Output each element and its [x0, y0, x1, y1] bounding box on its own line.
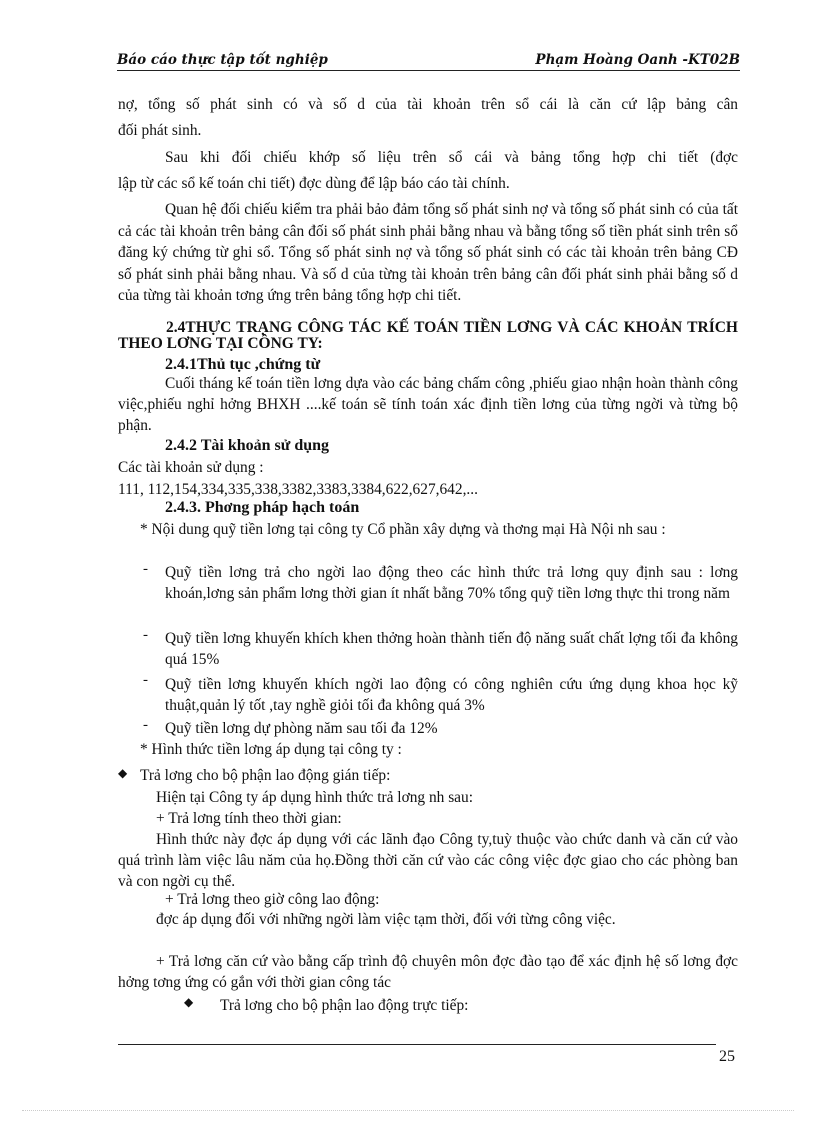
diamond-bullet-icon: ◆ [118, 766, 128, 780]
hourly-wage-body: đợc áp dụng đối với những ngời làm việc tạm thời, đối với từng công việc. [156, 911, 616, 928]
accounts-list: 111, 112,154,334,335,338,3382,3383,3384,622,627,642,... [118, 481, 478, 498]
list-item: Quỹ tiền lơng khuyến khích ngời lao động có công nghiên cứu ứng dụng khoa học kỹ thuật,quản lý tốt ,tay nghề giỏi tối đa không quá 3% [165, 676, 738, 714]
dash-bullet: - [143, 561, 148, 577]
dash-bullet: - [143, 627, 148, 643]
time-wage-title: + Trả lơng tính theo thời gian: [156, 810, 342, 827]
paragraph-line: lập từ các sổ kế toán chi tiết) đợc dùng để lập báo cáo tài chính. [118, 175, 510, 192]
paragraph-line: nợ, tổng số phát sinh có và số d của tài khoản trên sổ cái là căn cứ lập bảng cân [118, 96, 738, 113]
subsection-title-accounts: 2.4.2 Tài khoản sử dụng [165, 437, 330, 454]
dash-bullet: - [143, 717, 148, 733]
section-heading: 2.4THỰC TRẠNG CÔNG TÁC KẾ TOÁN TIỀN LƠNG VÀ CÁC KHOẢN TRÍCH THEO LƠNG TẠI CÔNG TY: [118, 319, 738, 352]
footer-divider [118, 1044, 716, 1045]
header-report-title: Báo cáo thực tập tốt nghiệp [117, 52, 328, 68]
header-author: Phạm Hoàng Oanh -KT02B [535, 52, 740, 68]
wage-forms-intro: * Hình thức tiền lơng áp dụng tại công ty : [140, 741, 402, 758]
hourly-wage-title: + Trả lơng theo giờ công lao động: [165, 891, 380, 908]
wage-fund-intro: * Nội dung quỹ tiền lơng tại công ty Cổ phần xây dựng và thơng mại Hà Nội nh sau : [140, 521, 666, 538]
page-header [117, 50, 740, 71]
page-number: 25 [719, 1048, 735, 1065]
paragraph-line: Hiện tại Công ty áp dụng hình thức trả lơng nh sau: [156, 789, 473, 806]
list-item: Quỹ tiền lơng dự phòng năm sau tối đa 12% [165, 720, 438, 737]
dash-bullet: - [143, 672, 148, 688]
list-item: Quỹ tiền lơng khuyến khích khen thởng hoàn thành tiến độ năng suất chất lợng tối đa không quá 15% [165, 630, 738, 668]
time-wage-body: Hình thức này đợc áp dụng với các lãnh đạo Công ty,tuỳ thuộc vào chức danh và căn cứ vào quá trình làm việc lâu năm của họ.Đồng thời căn cứ vào các công việc đợc giao cho các phòng ban và con ngời cụ thể. [118, 831, 738, 890]
paragraph-line: đối phát sinh. [118, 122, 202, 139]
subsection-title-accounting-method: 2.4.3. Phơng pháp hạch toán [165, 499, 360, 516]
accounts-label: Các tài khoản sử dụng : [118, 459, 264, 476]
paragraph-line: Sau khi đối chiếu khớp số liệu trên sổ cái và bảng tổng hợp chi tiết (đợc [165, 149, 738, 166]
paragraph-reconciliation: Quan hệ đối chiếu kiểm tra phải bảo đảm tổng số phát sinh nợ và tổng số phát sinh có của tất cả các tài khoản trên bảng cân đối số phát sinh phải bằng nhau và bằng tổng số tiền phát sinh trên sổ đăng ký chứng từ ghi sổ. Tổng số phát sinh nợ và tổng số phát sinh có các tài khoản trên bảng CĐ số phát sinh phải bằng nhau. Và số d của từng tài khoản trên bảng cân đối phát sinh phải bằng số d của từng tài khoản tơng ứng trên bảng tổng hợp chi tiết. [118, 201, 738, 304]
degree-wage-paragraph: + Trả lơng căn cứ vào bằng cấp trình độ chuyên môn đợc đào tạo để xác định hệ số lơng đợc hởng tơng ứng có gắn với thời gian công tác [118, 953, 738, 991]
list-item: Quỹ tiền lơng trả cho ngời lao động theo các hình thức trả lơng quy định sau : lơng khoán,lơng sản phẩm lơng thời gian ít nhất bằng 70% tổng quỹ tiền lơng thực thi trong năm [165, 564, 738, 602]
paragraph-procedures: Cuối tháng kế toán tiền lơng dựa vào các bảng chấm công ,phiếu giao nhận hoàn thành công việc,phiếu nghỉ hởng BHXH ....kế toán sẽ tính toán xác định tiền lơng của từng ngời và từng bộ phận. [118, 375, 738, 434]
subsection-title-procedures: 2.4.1Thủ tục ,chứng từ [165, 356, 321, 373]
indirect-labor-title: Trả lơng cho bộ phận lao động gián tiếp: [140, 767, 391, 784]
page-bottom-dotted-line [22, 1110, 794, 1111]
direct-labor-title: Trả lơng cho bộ phận lao động trực tiếp: [220, 997, 469, 1014]
diamond-bullet-icon: ◆ [184, 995, 194, 1009]
